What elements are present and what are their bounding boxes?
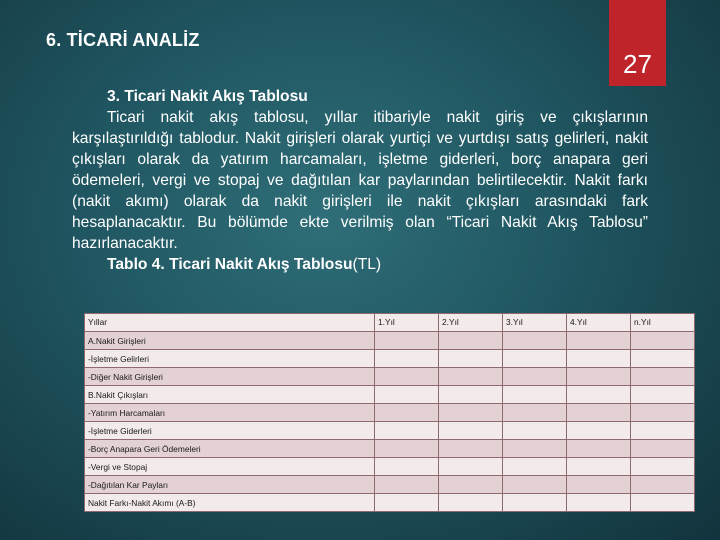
table-cell [631,494,695,512]
table-cell [375,368,439,386]
table-row [85,494,695,512]
table-cell [503,368,567,386]
table-header-cell: Yıllar [85,314,375,332]
table-cell [631,440,695,458]
table-cell [375,404,439,422]
table-header-cell: 3.Yıl [503,314,567,332]
table-caption [72,254,648,275]
table-cell [567,458,631,476]
table-cell [567,404,631,422]
row-label: A.Nakit Girişleri [85,332,375,350]
row-label: -Vergi ve Stopaj [85,458,375,476]
table-cell [375,494,439,512]
row-label: -Dağıtılan Kar Payları [85,476,375,494]
section-title: 6. TİCARİ ANALİZ [46,30,200,50]
table-cell [375,386,439,404]
table-cell [439,368,503,386]
table-cell [503,350,567,368]
table-cell [503,404,567,422]
table-cell [375,458,439,476]
page-number: 27 [623,49,652,79]
table-cell [567,350,631,368]
table-row [85,476,695,494]
row-label: -Yatırım Harcamaları [85,404,375,422]
table-cell [631,422,695,440]
table-cell [567,368,631,386]
table-header-cell: 2.Yıl [439,314,503,332]
table-cell [503,332,567,350]
table-cell [567,332,631,350]
table-cell [631,350,695,368]
row-label: -Diğer Nakit Girişleri [85,368,375,386]
table-cell [567,476,631,494]
cash-flow-table [84,313,695,512]
paragraph: Ticari nakit akış tablosu, yıllar itibariyle nakit giriş ve çıkışlarının karşılaştırıldığı tablodur. Nakit girişleri olarak yurtiçi ve yurtdışı satış gelirleri, nakit çıkışları olarak da yatırım harcamaları, işletme giderleri, borç anapara geri ödemeleri, vergi ve stopaj ve dağıtılan kar paylarından belirtilecektir. Nakit farkı (nakit akımı) olarak da nakit girişleri ile nakit çıkışları arasındaki fark hesaplanacaktır. Bu bölümde ekte verilmiş olan “Ticari Nakit Akış Tablosu” hazırlanacaktır. [72,109,648,252]
table-cell [631,332,695,350]
table-cell [439,458,503,476]
table-row [85,350,695,368]
table-cell [503,476,567,494]
table-caption-title: Tablo 4. Ticari Nakit Akış Tablosu [107,256,353,273]
table-cell [439,422,503,440]
table-cell [439,476,503,494]
table-header-cell: 4.Yıl [567,314,631,332]
table-cell [439,440,503,458]
row-label: B.Nakit Çıkışları [85,386,375,404]
table-cell [503,386,567,404]
table-header-row [85,314,695,332]
table-cell [567,494,631,512]
table-cell [503,458,567,476]
table-row [85,440,695,458]
table-cell [567,440,631,458]
table-cell [567,386,631,404]
table-cell [567,422,631,440]
table-row [85,458,695,476]
body-text [72,86,648,275]
table-row [85,368,695,386]
row-label: -İşletme Giderleri [85,422,375,440]
table-row [85,386,695,404]
table-cell [439,350,503,368]
table-caption-unit: (TL) [352,256,382,273]
table-cell [439,386,503,404]
table-cell [375,476,439,494]
table-row [85,404,695,422]
table-cell [439,404,503,422]
table-cell [631,368,695,386]
table-cell [631,386,695,404]
table-header-cell: 1.Yıl [375,314,439,332]
page-number-tab [609,0,666,86]
row-label: -Borç Anapara Geri Ödemeleri [85,440,375,458]
row-label: Nakit Farkı-Nakit Akımı (A-B) [85,494,375,512]
row-label: -İşletme Gelirleri [85,350,375,368]
table-cell [375,350,439,368]
table-row [85,332,695,350]
table-cell [631,458,695,476]
table-cell [375,440,439,458]
table-cell [503,494,567,512]
table-cell [631,476,695,494]
subheading: 3. Ticari Nakit Akış Tablosu [107,88,308,105]
table-cell [503,440,567,458]
table-row [85,422,695,440]
table-cell [375,422,439,440]
table-header-cell: n.Yıl [631,314,695,332]
table-cell [631,404,695,422]
table-cell [375,332,439,350]
table-cell [439,332,503,350]
table-cell [503,422,567,440]
table-cell [439,494,503,512]
